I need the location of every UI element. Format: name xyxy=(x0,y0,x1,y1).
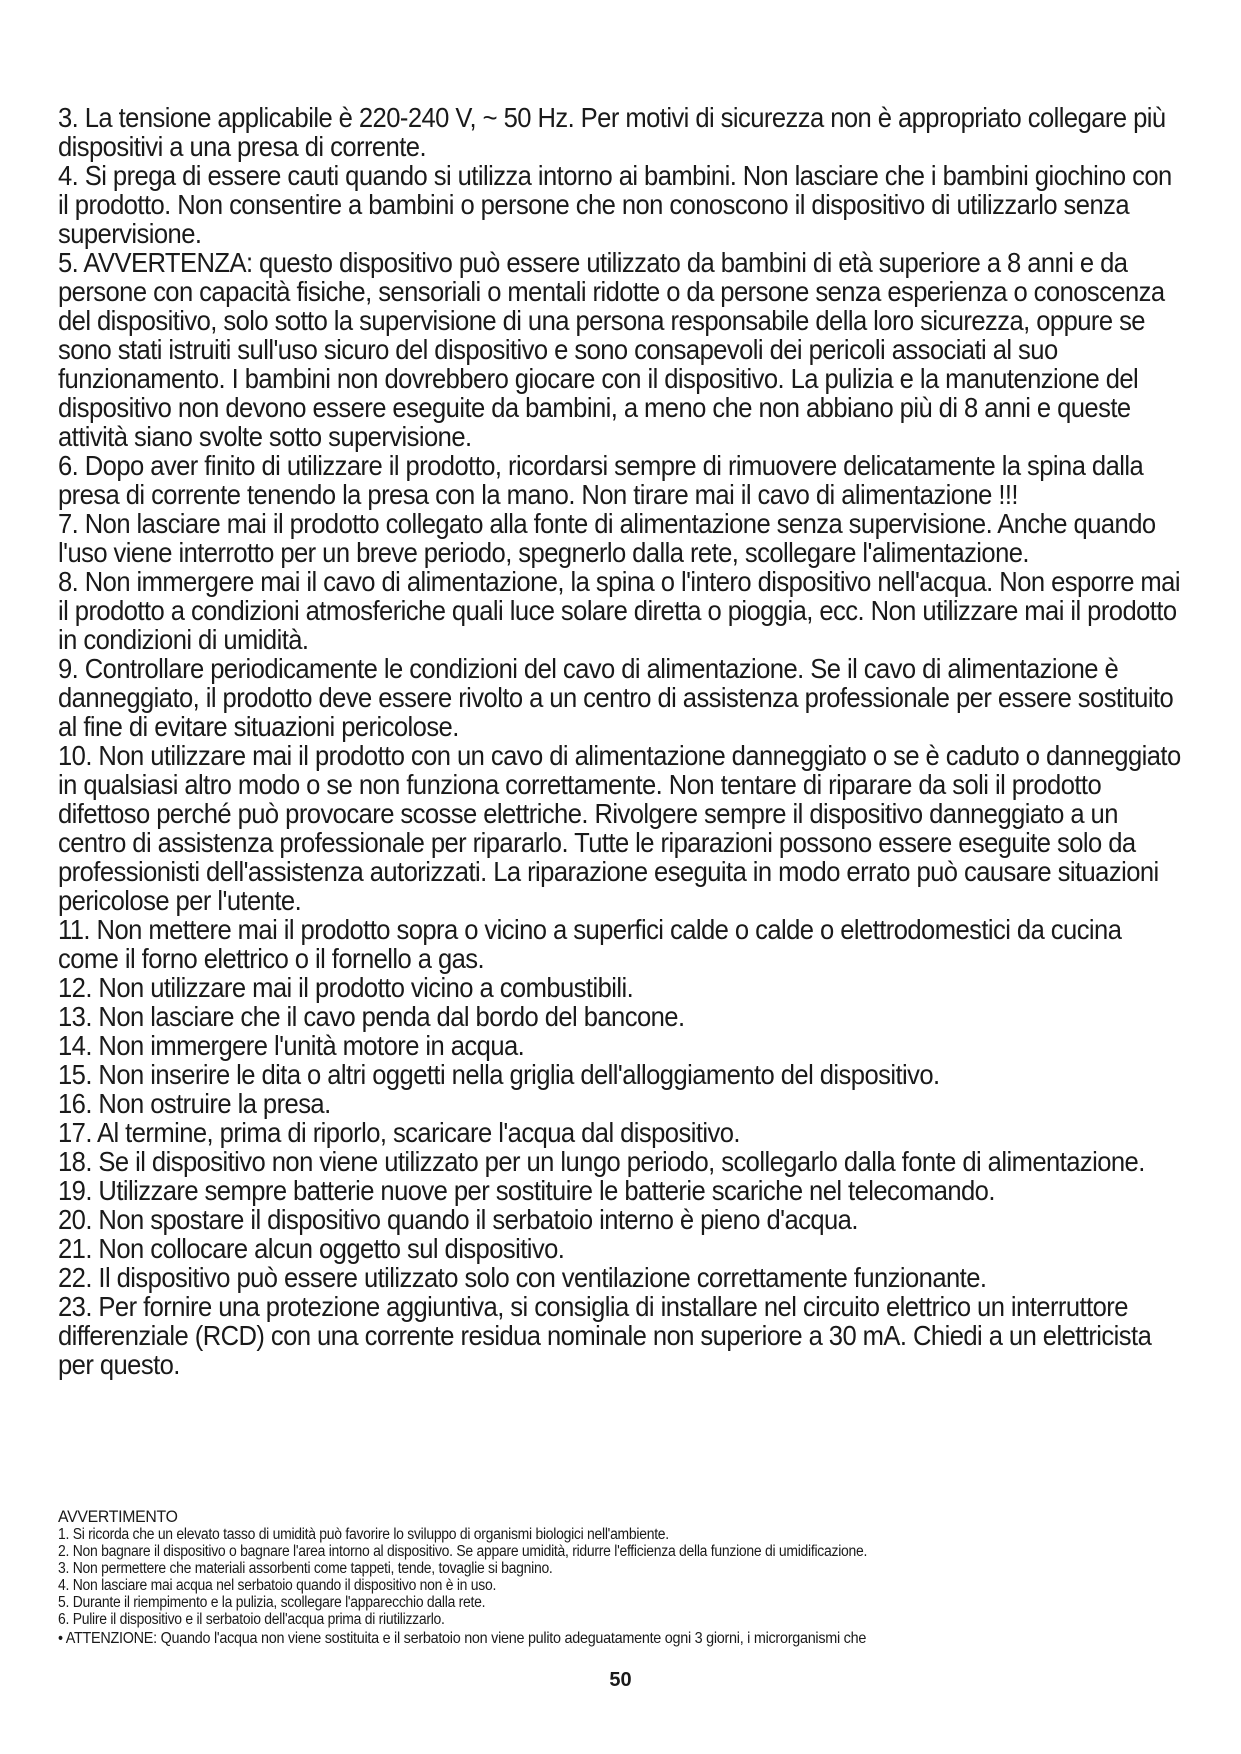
warning-section xyxy=(58,1508,1198,1649)
instruction-item-14: 14. Non immergere l'unità motore in acqua. xyxy=(58,1030,525,1061)
instruction-item-6: 6. Dopo aver finito di utilizzare il prodotto, ricordarsi sempre di rimuovere delicatamente la spina dalla presa di corrente tenendo la presa con la mano. Non tirare mai il cavo di alimentazione !!! xyxy=(58,450,1144,510)
warning-item-6: 6. Pulire il dispositivo e il serbatoio dell'acqua prima di riutilizzarlo. xyxy=(58,1611,445,1628)
instruction-item-4: 4. Si prega di essere cauti quando si utilizza intorno ai bambini. Non lasciare che i bambini giochino con il prodotto. Non consentire a bambini o persone che non conoscono il dispositivo di utilizzarlo senza supervisione. xyxy=(58,160,1172,249)
instruction-item-21: 21. Non collocare alcun oggetto sul dispositivo. xyxy=(58,1233,565,1264)
instruction-item-15: 15. Non inserire le dita o altri oggetti nella griglia dell'alloggiamento del dispositivo. xyxy=(58,1059,940,1090)
instruction-item-10: 10. Non utilizzare mai il prodotto con un cavo di alimentazione danneggiato o se è caduto o danneggiato in qualsiasi altro modo o se non funziona correttamente. Non tentare di riparare da soli il prodotto difettoso perché può provocare scosse elettriche. Rivolgere sempre il dispositivo danneggiato a un centro di assistenza professionale per ripararlo. Tutte le riparazioni possono essere eseguite solo da professionisti dell'assistenza autorizzati. La riparazione eseguita in modo errato può causare situazioni pericolose per l'utente. xyxy=(58,740,1181,916)
warning-title: AVVERTIMENTO xyxy=(58,1507,178,1526)
instruction-item-23: 23. Per fornire una protezione aggiuntiva, si consiglia di installare nel circuito elettrico un interruttore differenziale (RCD) con una corrente residua nominale non superiore a 30 mA. Chiedi a un elettricista per questo. xyxy=(58,1291,1152,1380)
warning-item-1: 1. Si ricorda che un elevato tasso di umidità può favorire lo sviluppo di organismi biologici nell'ambiente. xyxy=(58,1526,669,1543)
instruction-item-3: 3. La tensione applicabile è 220-240 V, ~ 50 Hz. Per motivi di sicurezza non è appropriato collegare più dispositivi a una presa di corrente. xyxy=(58,102,1166,162)
page-number: 50 xyxy=(609,1669,632,1691)
instruction-item-20: 20. Non spostare il dispositivo quando il serbatoio interno è pieno d'acqua. xyxy=(58,1204,858,1235)
instruction-item-5: 5. AVVERTENZA: questo dispositivo può essere utilizzato da bambini di età superiore a 8 anni e da persone con capacità fisiche, sensoriali o mentali ridotte o da persone senza esperienza o conoscenza del dispositivo, solo sotto la supervisione di una persona responsabile della loro sicurezza, oppure se sono stati istruiti sull'uso sicuro del dispositivo e sono consapevoli dei pericoli associati al suo funzionamento. I bambini non dovrebbero giocare con il dispositivo. La pulizia e la manutenzione del dispositivo non devono essere eseguite da bambini, a meno che non abbiano più di 8 anni e queste attività siano svolte sotto supervisione. xyxy=(58,247,1165,452)
instruction-item-12: 12. Non utilizzare mai il prodotto vicino a combustibili. xyxy=(58,972,634,1003)
instruction-item-18: 18. Se il dispositivo non viene utilizzato per un lungo periodo, scollegarlo dalla fonte di alimentazione. xyxy=(58,1146,1145,1177)
instruction-item-22: 22. Il dispositivo può essere utilizzato solo con ventilazione correttamente funzionante. xyxy=(58,1262,987,1293)
warning-item-2: 2. Non bagnare il dispositivo o bagnare l'area intorno al dispositivo. Se appare umidità, ridurre l'efficienza della funzione di umidificazione. xyxy=(58,1543,868,1560)
warning-item-5: 5. Durante il riempimento e la pulizia, scollegare l'apparecchio dalla rete. xyxy=(58,1594,486,1611)
warning-item-4: 4. Non lasciare mai acqua nel serbatoio quando il dispositivo non è in uso. xyxy=(58,1577,497,1594)
instruction-item-7: 7. Non lasciare mai il prodotto collegato alla fonte di alimentazione senza supervisione. Anche quando l'uso viene interrotto per un breve periodo, spegnerlo dalla rete, scollegare l'alimentazione. xyxy=(58,508,1156,568)
safety-instructions-list xyxy=(58,103,1190,1379)
instruction-item-11: 11. Non mettere mai il prodotto sopra o vicino a superfici calde o calde o elettrodomestici da cucina come il forno elettrico o il fornello a gas. xyxy=(58,914,1122,974)
instruction-item-16: 16. Non ostruire la presa. xyxy=(58,1088,331,1119)
instruction-item-9: 9. Controllare periodicamente le condizioni del cavo di alimentazione. Se il cavo di alimentazione è danneggiato, il prodotto deve essere rivolto a un centro di assistenza professionale per essere sostituito al fine di evitare situazioni pericolose. xyxy=(58,653,1174,742)
instruction-item-19: 19. Utilizzare sempre batterie nuove per sostituire le batterie scariche nel telecomando. xyxy=(58,1175,995,1206)
warning-item-3: 3. Non permettere che materiali assorbenti come tappeti, tende, tovaglie si bagnino. xyxy=(58,1560,553,1577)
attention-note: • ATTENZIONE: Quando l'acqua non viene sostituita e il serbatoio non viene pulito adeguatamente ogni 3 giorni, i microrganismi che xyxy=(58,1630,867,1647)
warning-list xyxy=(58,1526,1198,1628)
instruction-item-13: 13. Non lasciare che il cavo penda dal bordo del bancone. xyxy=(58,1001,685,1032)
instruction-item-17: 17. Al termine, prima di riporlo, scaricare l'acqua dal dispositivo. xyxy=(58,1117,740,1148)
instruction-item-8: 8. Non immergere mai il cavo di alimentazione, la spina o l'intero dispositivo nell'acqua. Non esporre mai il prodotto a condizioni atmosferiche quali luce solare diretta o pioggia, ecc. Non utilizzare mai il prodotto in condizioni di umidità. xyxy=(58,566,1180,655)
